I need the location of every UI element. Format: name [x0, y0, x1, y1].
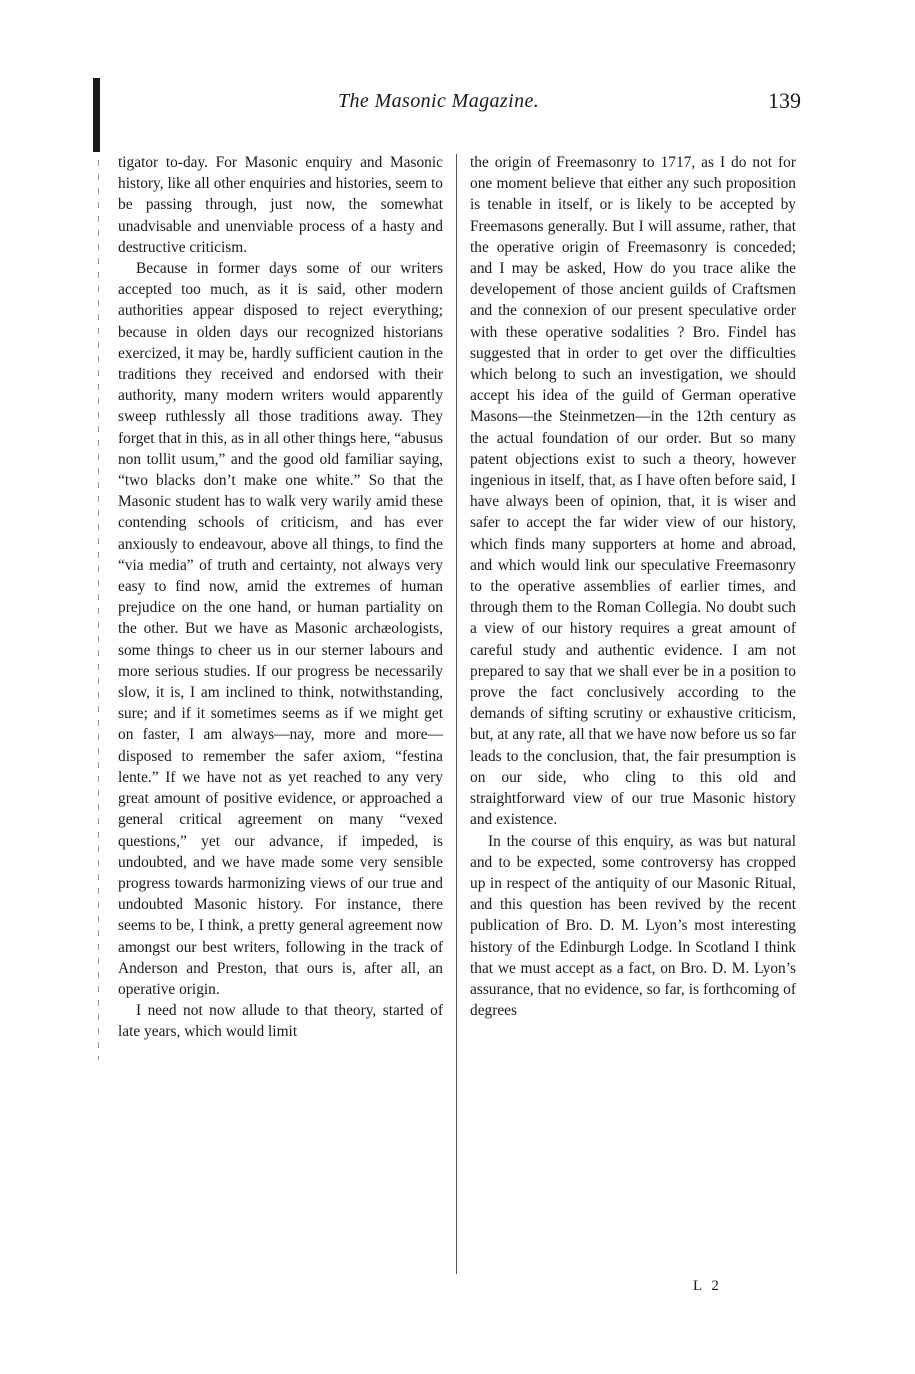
left-column	[118, 152, 443, 1043]
right-column	[470, 152, 796, 1021]
paragraph: the origin of Freemasonry to 1717, as I do not for one moment believe that either any such proposition is tenable in itself, or is likely to be accepted by Freemasons generally. But I will assume, rather, that the operative origin of Freemasonry is conceded; and I may be asked, How do you trace alike the developement of those ancient guilds of Craftsmen and the connexion of our present speculative order with these operative sodalities ? Bro. Findel has suggested that in order to get over the difficulties which belong to such an investigation, we should accept his idea of the guild of German operative Masons—the Steinmetzen—in the 12th century as the actual foundation of our order. But so many patent objections exist to such a theory, however ingenious in itself, that, as I have often before said, I have always been of opinion, that, it is wiser and safer to accept the far wider view of our history, which finds many supporters at home and abroad, and which would link our speculative Freemasonry to the operative assemblies of earlier times, and through them to the Roman Collegia. No doubt such a view of our history requires a great amount of careful study and authentic evidence. I am not prepared to say that we shall ever be in a position to prove the fact conclusively according to the demands of sifting scrutiny or exhaustive criticism, but, at any rate, all that we have now before us so far leads to the conclusion, that, the fair presumption is on our side, who cling to this old and straightforward view of our true Masonic history and existence.	[470, 154, 796, 829]
column-rule	[456, 154, 457, 1274]
binding-edge-trace	[98, 160, 99, 1060]
signature-mark: L 2	[693, 1278, 722, 1294]
paragraph: I need not now allude to that theory, started of late years, which would limit	[118, 1002, 443, 1041]
running-title: The Masonic Magazine.	[338, 90, 540, 112]
binding-edge-mark	[93, 78, 100, 152]
paragraph: Because in former days some of our writers accepted too much, as it is said, other modern authorities appear disposed to reject everything; because in olden days our recognized historians exercized, it may be, hardly sufficient caution in the traditions they received and endorsed with their authority, many modern writers would apparently sweep ruthlessly all those traditions away. They forget that in this, as in all other things here, “abusus non tollit usum,” and the good old familiar saying, “two blacks don’t make one white.” So that the Masonic student has to walk very warily amid these contending schools of criticism, and has ever anxiously to endeavour, above all things, to find the “via media” of truth and certainty, not always very easy to find now, amid the extremes of human prejudice on the one hand, or human partiality on the other. But we have as Masonic archæologists, some things to cheer us in our sterner labours and more serious studies. If our progress be necessarily slow, it is, I am inclined to think, notwithstanding, sure; and if it sometimes seems as if we might get on faster, I am always—nay, more and more—disposed to remember the safer axiom, “festina lente.” If we have not as yet reached to any very great amount of positive evidence, or approached a general critical agreement on many “vexed questions,” yet our advance, if impeded, is undoubted, and we have made some very sensible progress towards harmonizing views of our true and undoubted Masonic history. For instance, there seems to be, I think, a pretty general agreement now amongst our best writers, following in the track of Anderson and Preston, that ours is, after all, an operative origin.	[118, 260, 443, 998]
paragraph: In the course of this enquiry, as was but natural and to be expected, some controversy has cropped up in respect of the antiquity of our Masonic Ritual, and this question has been revived by the recent publication of Bro. D. M. Lyon’s most interesting history of the Edinburgh Lodge. In Scotland I think that we must accept as a fact, on Bro. D. M. Lyon’s assurance, that no evidence, so far, is forthcoming of degrees	[470, 832, 796, 1020]
page-number: 139	[768, 88, 801, 113]
paragraph: tigator to-day. For Masonic enquiry and Masonic history, like all other enquiries and histories, seem to be passing through, just now, the somewhat unadvisable and unenviable process of a hasty and destructive criticism.	[118, 154, 443, 256]
